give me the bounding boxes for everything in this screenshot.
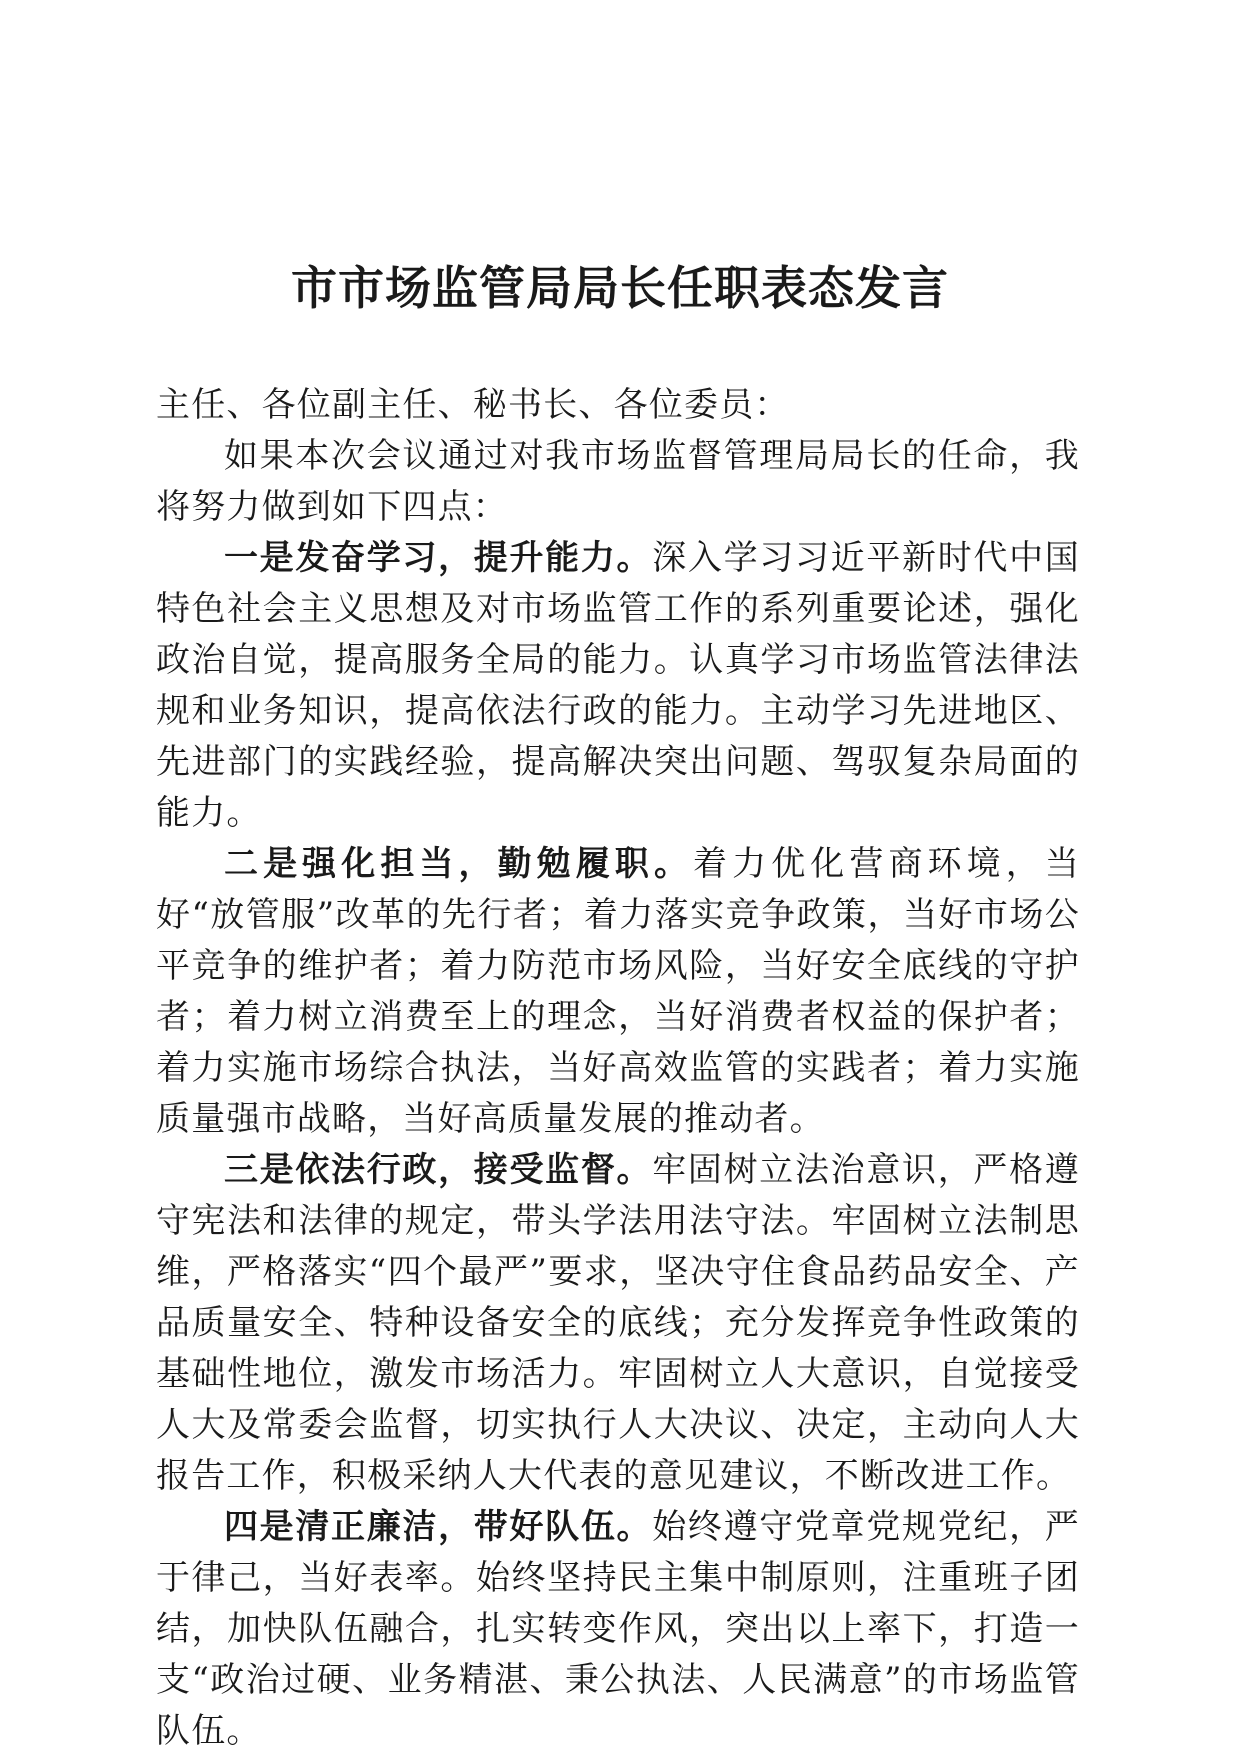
document-body <box>156 380 1080 1757</box>
point-text-4: 始终遵守党章党规党纪，严于律己，当好表率。始终坚持民主集中制原则，注重班子团结，加快队伍融合，扎实转变作风，突出以上率下，打造一支“政治过硬、业务精湛、秉公执法、人民满意”的市场监管队伍。 <box>156 1507 1080 1751</box>
point-heading-4: 四是清正廉洁，带好队伍。 <box>224 1507 653 1547</box>
point-heading-2: 二是强化担当，勤勉履职。 <box>224 844 694 884</box>
point-heading-1: 一是发奋学习，提升能力。 <box>224 538 653 578</box>
salutation: 主任、各位副主任、秘书长、各位委员： <box>156 385 790 425</box>
point-text-2: 着力优化营商环境，当好“放管服”改革的先行者；着力落实竞争政策，当好市场公平竞争的维护者；着力防范市场风险，当好安全底线的守护者；着力树立消费至上的理念，当好消费者权益的保护者；着力实施市场综合执法，当好高效监管的实践者；着力实施质量强市战略，当好高质量发展的推动者。 <box>156 844 1080 1139</box>
point-text-1: 深入学习习近平新时代中国特色社会主义思想及对市场监管工作的系列重要论述，强化政治自觉，提高服务全局的能力。认真学习市场监管法律法规和业务知识，提高依法行政的能力。主动学习先进地区、先进部门的实践经验，提高解决突出问题、驾驭复杂局面的能力。 <box>156 538 1080 833</box>
intro-paragraph: 如果本次会议通过对我市场监督管理局局长的任命，我将努力做到如下四点： <box>156 436 1080 527</box>
point-paragraph-1 <box>156 533 1080 839</box>
point-paragraph-3 <box>156 1145 1080 1502</box>
point-paragraph-4 <box>156 1502 1080 1757</box>
point-text-3: 牢固树立法治意识，严格遵守宪法和法律的规定，带头学法用法守法。牢固树立法制思维，严格落实“四个最严”要求，坚决守住食品药品安全、产品质量安全、特种设备安全的底线；充分发挥竞争性政策的基础性地位，激发市场活力。牢固树立人大意识，自觉接受人大及常委会监督，切实执行人大决议、决定，主动向人大报告工作，积极采纳人大代表的意见建议，不断改进工作。 <box>156 1150 1080 1496</box>
point-paragraph-2 <box>156 839 1080 1145</box>
document-title: 市市场监管局局长任职表态发言 <box>291 261 949 315</box>
point-heading-3: 三是依法行政，接受监督。 <box>224 1150 653 1190</box>
